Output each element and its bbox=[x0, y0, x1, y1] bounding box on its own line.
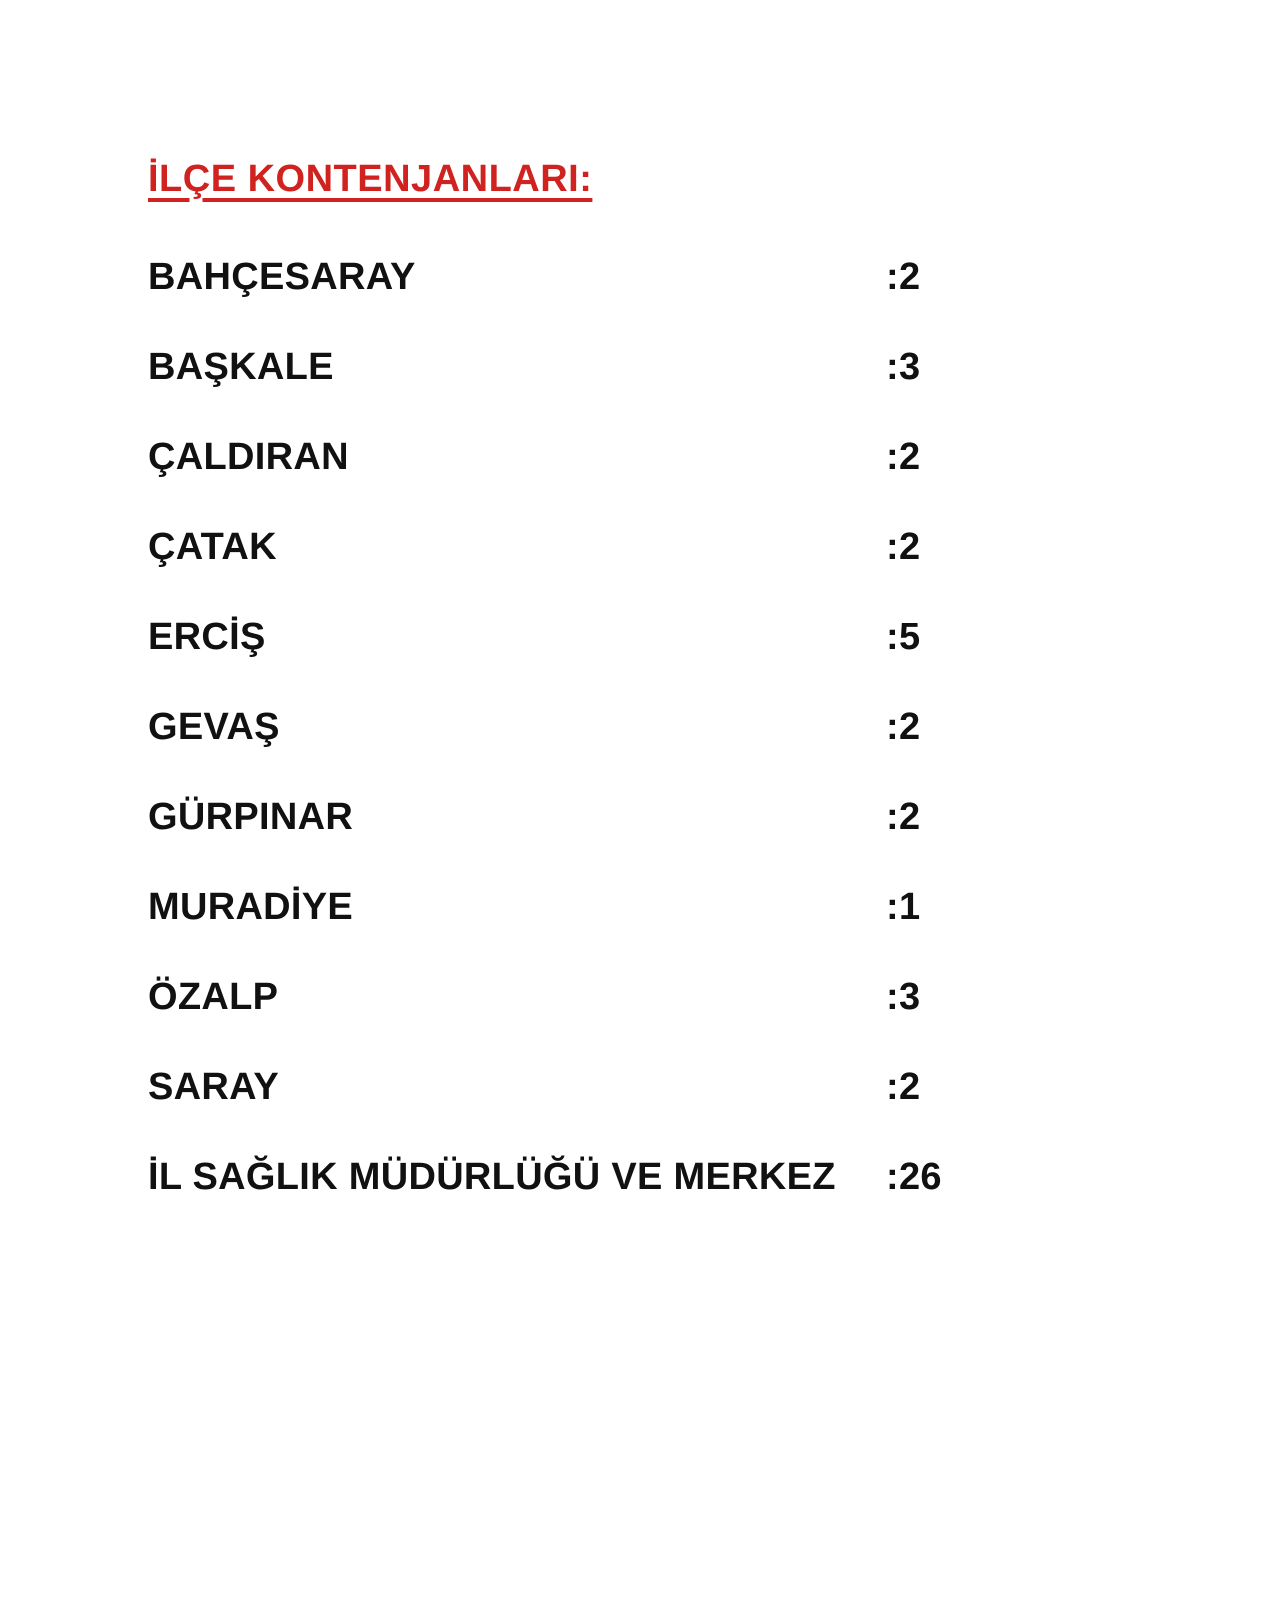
district-name: GEVAŞ bbox=[148, 705, 280, 748]
quota-row bbox=[148, 862, 1148, 952]
quota-row bbox=[148, 322, 1148, 412]
district-quota: :2 bbox=[886, 435, 921, 478]
district-name: ERCİŞ bbox=[148, 615, 266, 658]
quota-row bbox=[148, 502, 1148, 592]
district-quota: :26 bbox=[886, 1155, 942, 1198]
district-quota: :2 bbox=[886, 255, 921, 298]
district-name: GÜRPINAR bbox=[148, 795, 354, 838]
district-quota: :2 bbox=[886, 795, 921, 838]
quota-row bbox=[148, 1042, 1148, 1132]
district-quota: :2 bbox=[886, 1065, 921, 1108]
district-quota: :2 bbox=[886, 705, 921, 748]
district-name: ÇALDIRAN bbox=[148, 435, 349, 478]
district-name: SARAY bbox=[148, 1065, 280, 1108]
district-name: İL SAĞLIK MÜDÜRLÜĞÜ VE MERKEZ bbox=[148, 1155, 836, 1198]
quota-row bbox=[148, 1132, 1148, 1222]
quota-row bbox=[148, 592, 1148, 682]
district-quota: :3 bbox=[886, 975, 921, 1018]
district-name: BAHÇESARAY bbox=[148, 255, 416, 298]
quota-row bbox=[148, 952, 1148, 1042]
district-quota: :2 bbox=[886, 525, 921, 568]
district-name: ÇATAK bbox=[148, 525, 277, 568]
quota-row bbox=[148, 772, 1148, 862]
quota-row bbox=[148, 682, 1148, 772]
district-quota: :1 bbox=[886, 885, 921, 928]
quota-row bbox=[148, 412, 1148, 502]
district-quota: :3 bbox=[886, 345, 921, 388]
quota-list bbox=[148, 232, 1148, 1222]
district-quota: :5 bbox=[886, 615, 921, 658]
district-name: BAŞKALE bbox=[148, 345, 334, 388]
quota-row bbox=[148, 232, 1148, 322]
page-title: İLÇE KONTENJANLARI: bbox=[148, 158, 593, 200]
district-name: ÖZALP bbox=[148, 975, 279, 1018]
district-name: MURADİYE bbox=[148, 885, 354, 928]
